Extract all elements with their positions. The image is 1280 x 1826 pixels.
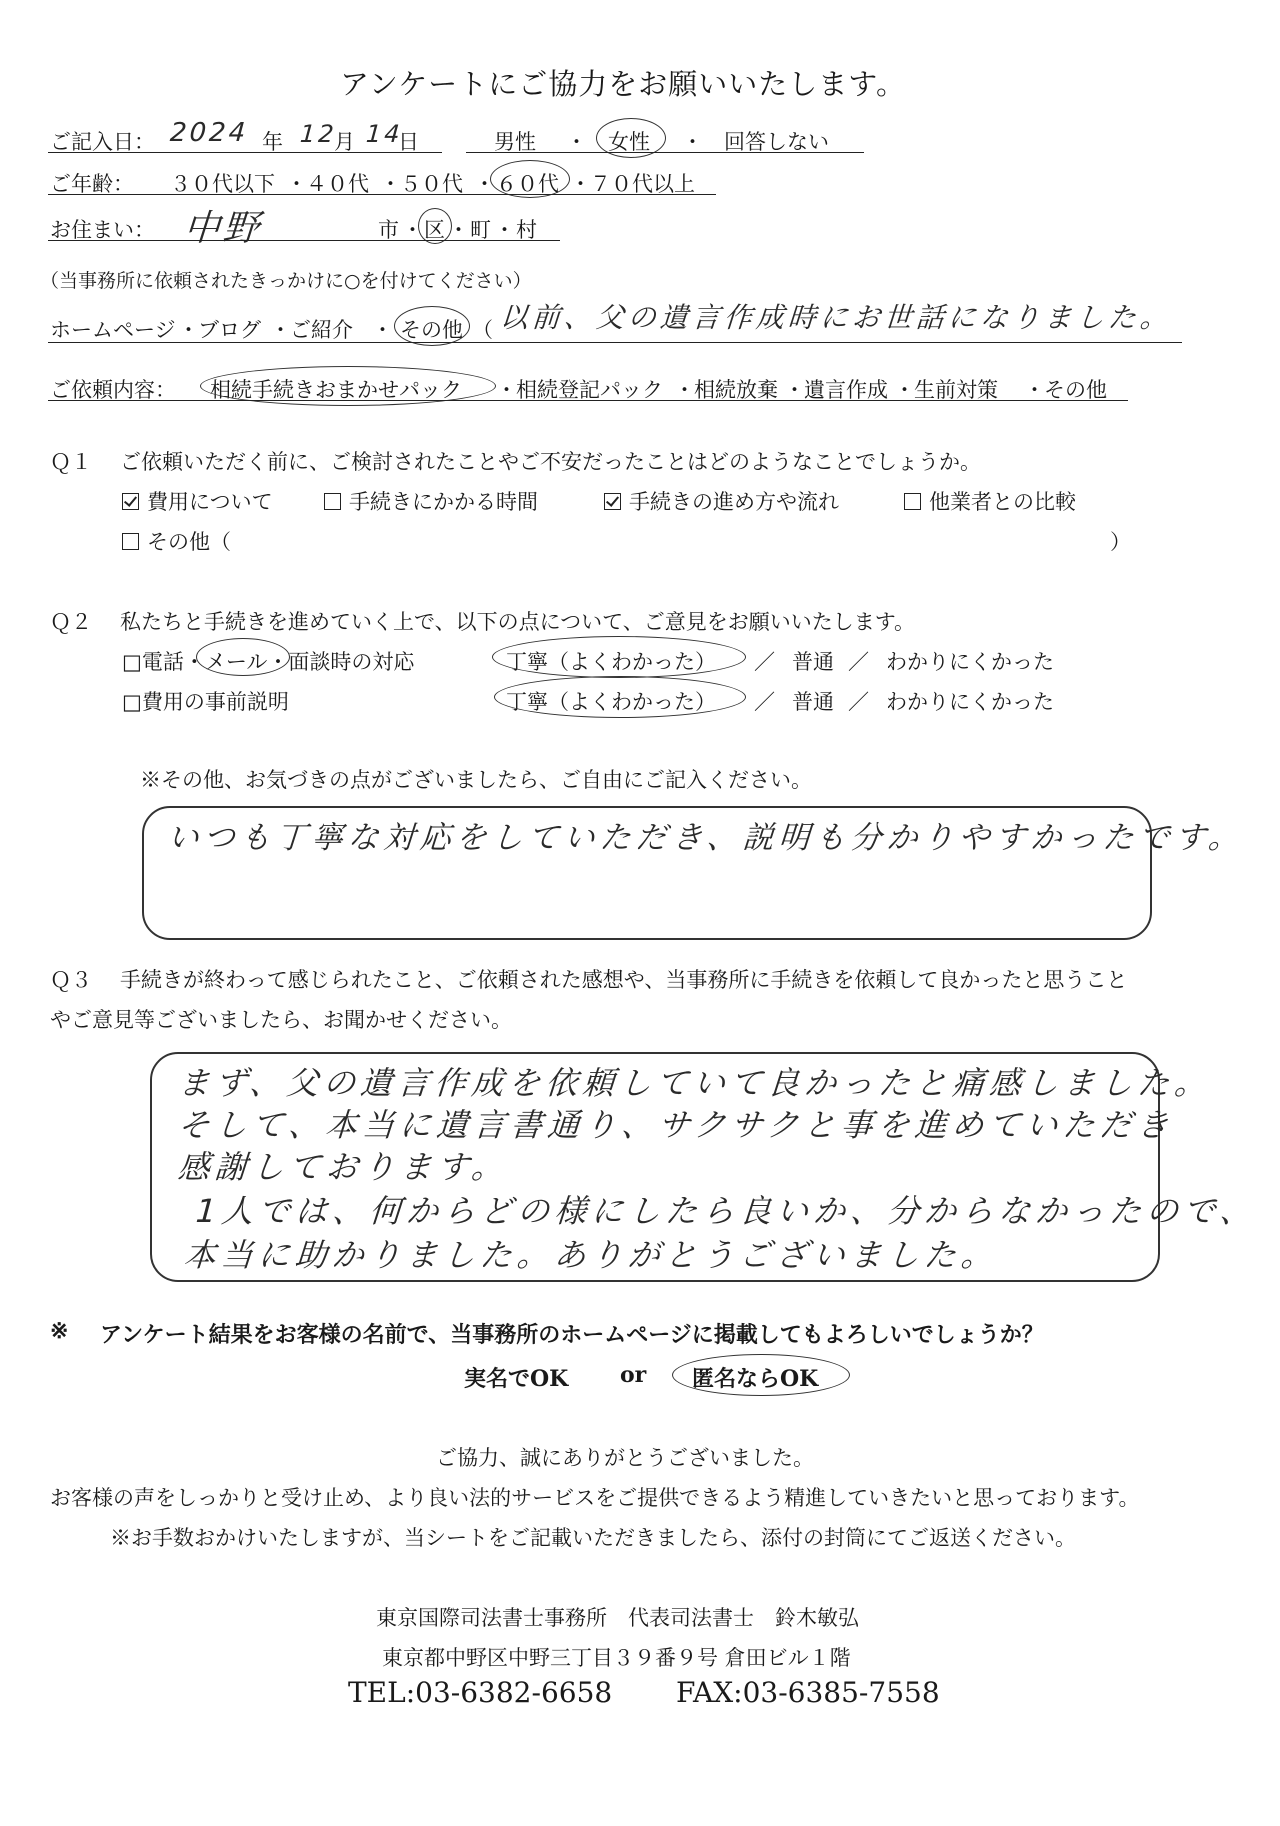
q2-row1-label-a: □電話・ — [122, 650, 205, 674]
q3-answer-line5[interactable]: 本当に助かりました。ありがとうございました。 — [182, 1236, 1000, 1274]
source-sep-3: ・ — [372, 318, 393, 342]
publish-anon-circle — [672, 1354, 850, 1396]
source-other[interactable]: その他 — [400, 318, 463, 342]
q1-text: ご依頼いただく前に、ご検討されたことやご不安だったことはどのようなことでしょうか。 — [120, 450, 981, 474]
year-value[interactable]: 2024 — [168, 118, 250, 148]
publish-or: or — [620, 1362, 647, 1388]
q2-row2-label: □費用の事前説明 — [122, 690, 289, 714]
age-sep-2: ・ — [380, 172, 401, 196]
q1-time-label: 手続きにかかる時間 — [349, 490, 538, 514]
source-sep-1: ・ — [178, 318, 199, 342]
request-sep-2: ・ — [674, 378, 695, 402]
month-unit: 月 — [334, 130, 355, 154]
request-sep-3: ・ — [784, 378, 805, 402]
publish-question: アンケート結果をお客様の名前で、当事務所のホームページに掲載してもよろしいでしょうか？ — [100, 1322, 1044, 1348]
day-value[interactable]: 14 — [365, 120, 404, 148]
age-sep-1: ・ — [286, 172, 307, 196]
q3-answer-line4[interactable]: 1人では、何からどの様にしたら良いか、分からなかったので、 — [194, 1192, 1258, 1230]
q2-row1-normal[interactable]: 普通 — [792, 650, 834, 674]
addr-ward[interactable]: 区 — [424, 218, 445, 242]
gender-none[interactable]: 回答しない — [724, 130, 829, 154]
request-opt-estate[interactable]: 生前対策 — [914, 378, 998, 402]
addr-sep-1: ・ — [402, 218, 423, 242]
addr-sep-2: ・ — [448, 218, 469, 242]
request-sep-1: ・ — [496, 378, 517, 402]
source-instruction: （当事務所に依頼されたきっかけに○を付けてください） — [40, 270, 532, 292]
office-address: 東京都中野区中野三丁目３９番９号 倉田ビル１階 — [382, 1646, 851, 1670]
age-60-circle — [490, 160, 570, 198]
q1-option-flow[interactable] — [604, 486, 839, 516]
q2-row2-sep1: ／ — [754, 690, 775, 714]
office-fax: FAX:03-6385-7558 — [676, 1676, 940, 1709]
q1-flow-label: 手続きの進め方や流れ — [629, 490, 839, 514]
q2-comment-line1[interactable]: いつも丁寧な対応をしていただき、説明も分かりやすかったです。 — [166, 820, 1246, 856]
source-blog[interactable]: ブログ — [198, 318, 261, 342]
gender-female[interactable]: 女性 — [608, 130, 650, 154]
request-label: ご依頼内容： — [50, 378, 176, 402]
q2-row1-sep2: ／ — [848, 650, 869, 674]
q1-cost-label: 費用について — [147, 490, 273, 514]
publish-mark: ※ — [50, 1318, 69, 1344]
survey-title: アンケートにご協力をお願いいたします。 — [340, 67, 906, 101]
q1-time-checkbox[interactable] — [324, 493, 341, 510]
gender-sep-2: ・ — [682, 130, 703, 154]
age-opt-70[interactable]: ７０代以上 — [590, 172, 695, 196]
gender-male[interactable]: 男性 — [494, 130, 536, 154]
date-underline — [48, 152, 442, 153]
q1-other-close: ） — [1110, 530, 1131, 554]
source-sep-2: ・ — [270, 318, 291, 342]
publish-opt-anon[interactable]: 匿名ならOK — [692, 1366, 819, 1392]
source-homepage[interactable]: ホームページ — [50, 318, 176, 342]
age-opt-40[interactable]: ４０代 — [306, 172, 369, 196]
gender-sep-1: ・ — [566, 130, 587, 154]
closing-line1: ご協力、誠にありがとうございました。 — [436, 1446, 814, 1470]
source-other-paren: （ — [472, 318, 493, 342]
address-value[interactable]: 中野 — [182, 208, 264, 249]
age-underline — [48, 194, 716, 195]
q2-row2-sep2: ／ — [848, 690, 869, 714]
q1-option-time[interactable] — [324, 486, 538, 516]
publish-opt-real[interactable]: 実名でOK — [464, 1366, 569, 1392]
addr-town[interactable]: 町 — [470, 218, 491, 242]
date-label: ご記入日： — [50, 130, 155, 154]
q3-text-1: 手続きが終わって感じられたこと、ご依頼された感想や、当事務所に手続きを依頼して良かったと思うこと — [120, 968, 1128, 992]
day-unit: 日 — [398, 130, 419, 154]
addr-city[interactable]: 市 — [378, 218, 399, 242]
address-label: お住まい： — [50, 218, 155, 242]
request-sep-5: ・ — [1024, 378, 1045, 402]
addr-village[interactable]: 村 — [516, 218, 537, 242]
q1-other-label: その他（ — [147, 530, 231, 554]
q3-answer-line3[interactable]: 感謝しております。 — [176, 1148, 510, 1186]
q1-other-checkbox[interactable] — [122, 533, 139, 550]
q3-answer-line1[interactable]: まず、父の遺言作成を依頼していて良かったと痛感しました。 — [176, 1064, 1213, 1102]
q2-mail-circle — [196, 638, 290, 676]
q2-row1-label-mail: メール — [204, 650, 268, 674]
q1-option-compare[interactable] — [904, 486, 1076, 516]
office-name: 東京国際司法書士事務所 代表司法書士 鈴木敏弘 — [376, 1606, 859, 1630]
request-opt-will[interactable]: 遺言作成 — [804, 378, 888, 402]
age-label: ご年齢： — [50, 172, 134, 196]
q3-text-2: やご意見等ございましたら、お聞かせください。 — [50, 1008, 512, 1032]
request-opt-pack[interactable]: 相続手続きおまかせパック — [210, 378, 462, 402]
q1-option-other[interactable] — [122, 526, 231, 556]
q2-row1-hard[interactable]: わかりにくかった — [886, 650, 1054, 674]
source-intro[interactable]: ご紹介 — [290, 318, 353, 342]
age-sep-4: ・ — [570, 172, 591, 196]
age-sep-3: ・ — [474, 172, 495, 196]
q2-row2-hard[interactable]: わかりにくかった — [886, 690, 1054, 714]
q1-compare-checkbox[interactable] — [904, 493, 921, 510]
gender-underline — [466, 152, 864, 153]
q3-answer-line2[interactable]: そして、本当に遺言書通り、サクサクと事を進めていただき — [176, 1106, 1176, 1144]
q2-row1-label-c: ・面談時の対応 — [267, 650, 415, 674]
q1-flow-checkbox[interactable] — [604, 493, 621, 510]
office-tel[interactable]: TEL:03-6382-6658 — [348, 1676, 613, 1709]
closing-line2: お客様の声をしっかりと受け止め、より良い法的サービスをご提供できるよう精進していきたいと思っております。 — [50, 1486, 1140, 1510]
q2-row1-polite[interactable]: 丁寧（よくわかった） — [506, 650, 716, 674]
request-opt-registry[interactable]: 相続登記パック — [516, 378, 663, 402]
year-unit: 年 — [262, 130, 283, 154]
request-opt-other[interactable]: その他 — [1044, 378, 1107, 402]
q1-option-cost[interactable] — [122, 486, 273, 516]
q1-number: Ｑ１ — [50, 450, 92, 474]
q1-cost-checkbox[interactable] — [122, 493, 139, 510]
q2-row2-polite-circle — [494, 676, 746, 718]
request-opt-renounce[interactable]: 相続放棄 — [694, 378, 778, 402]
q2-note: ※その他、お気づきの点がございましたら、ご自由にご記入ください。 — [140, 768, 812, 792]
age-opt-30[interactable]: ３０代以下 — [170, 172, 275, 196]
q2-row2-normal[interactable]: 普通 — [792, 690, 834, 714]
age-opt-50[interactable]: ５０代 — [400, 172, 463, 196]
q3-number: Ｑ３ — [50, 968, 92, 992]
source-underline — [48, 342, 1182, 343]
source-other-circle — [394, 306, 470, 346]
q2-number: Ｑ２ — [50, 610, 92, 634]
q2-row1-sep1: ／ — [754, 650, 775, 674]
addr-ward-circle — [418, 208, 452, 244]
q2-text: 私たちと手続きを進めていく上で、以下の点について、ご意見をお願いいたします。 — [120, 610, 916, 634]
q2-row2-polite[interactable]: 丁寧（よくわかった） — [506, 690, 716, 714]
source-other-value[interactable]: 以前、父の遺言作成時にお世話になりました。 — [498, 301, 1174, 334]
month-value[interactable]: 12 — [299, 120, 338, 148]
request-underline — [48, 400, 1128, 401]
q2-row1-polite-circle — [492, 636, 746, 678]
address-underline — [48, 240, 560, 241]
addr-sep-3: ・ — [494, 218, 515, 242]
age-opt-60[interactable]: ６０代 — [496, 172, 559, 196]
closing-line3: ※お手数おかけいたしますが、当シートをご記載いただきましたら、添付の封筒にてご返送ください。 — [110, 1526, 1076, 1550]
q1-compare-label: 他業者との比較 — [929, 490, 1076, 514]
request-sep-4: ・ — [894, 378, 915, 402]
